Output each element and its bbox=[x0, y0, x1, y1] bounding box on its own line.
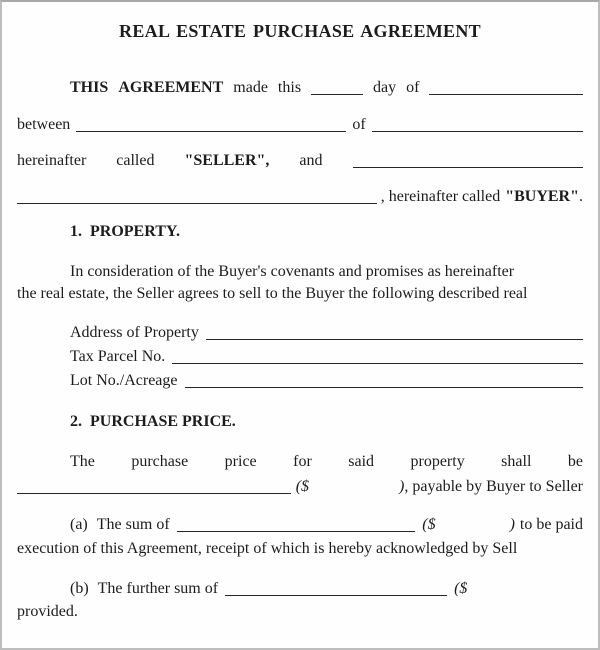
price-sentence-line bbox=[70, 452, 583, 471]
item-a-tail: to be paid bbox=[519, 516, 583, 533]
word: said bbox=[348, 453, 375, 470]
item-b-line bbox=[17, 579, 583, 598]
word-of: of bbox=[352, 116, 366, 133]
section-1-number: 1. bbox=[70, 223, 82, 240]
paren-close: ) bbox=[399, 478, 405, 495]
word: The bbox=[70, 453, 95, 470]
blank-sum-b-words bbox=[225, 595, 447, 596]
item-a-label: (a) bbox=[70, 516, 88, 533]
word-made: made bbox=[233, 79, 268, 96]
blank-address-of-property bbox=[206, 339, 583, 340]
word: purchase bbox=[131, 453, 189, 470]
word-called: called bbox=[116, 152, 155, 169]
paren-open-dollar: ($ bbox=[422, 516, 436, 533]
word: for bbox=[293, 453, 312, 470]
this-agreement-label: THIS AGREEMENT bbox=[70, 79, 224, 96]
item-b-label: (b) bbox=[70, 580, 89, 597]
document-title: REAL ESTATE PURCHASE AGREEMENT bbox=[119, 21, 481, 41]
section-2-heading bbox=[70, 412, 583, 431]
buyer-clause-line bbox=[17, 187, 583, 206]
blank-seller-address bbox=[372, 131, 583, 132]
payable-text: , payable by Buyer to Seller bbox=[404, 478, 583, 495]
field-tax-parcel-no bbox=[70, 347, 583, 366]
section-2-title: PURCHASE PRICE. bbox=[90, 413, 236, 430]
blank-seller-name bbox=[76, 131, 346, 132]
word: property bbox=[410, 453, 465, 470]
word: price bbox=[224, 453, 257, 470]
section-1-heading bbox=[70, 222, 583, 241]
blank-buyer-name bbox=[353, 167, 584, 168]
paren-open-dollar: ($ bbox=[295, 478, 310, 495]
word-between: between bbox=[17, 116, 71, 133]
blank-tax-parcel-no bbox=[172, 363, 583, 364]
word: shall bbox=[501, 453, 532, 470]
field-address-of-property bbox=[70, 323, 583, 342]
section-2-number: 2. bbox=[70, 413, 82, 430]
buyer-period: . bbox=[579, 188, 583, 205]
word-of: of bbox=[406, 79, 420, 96]
seller-clause-line bbox=[17, 151, 583, 170]
item-b-lead: The further sum of bbox=[97, 580, 219, 597]
blank-buyer-address bbox=[17, 203, 377, 204]
word-day: day bbox=[373, 79, 397, 96]
word-hereinafter: hereinafter bbox=[17, 152, 87, 169]
word-and: and bbox=[299, 152, 323, 169]
property-paragraph-line-1: In consideration of the Buyer's covenants and promises as hereinafter bbox=[70, 263, 515, 280]
field-lot-no-acreage bbox=[70, 371, 583, 390]
field-label: Lot No./Acreage bbox=[70, 372, 178, 389]
buyer-clause-text: , hereinafter called bbox=[380, 188, 501, 205]
paren-close: ) bbox=[509, 516, 515, 533]
blank-month-year bbox=[429, 94, 583, 95]
word-this: this bbox=[277, 79, 302, 96]
field-label: Address of Property bbox=[70, 324, 199, 341]
opening-parties-line bbox=[17, 115, 583, 134]
blank-day-number bbox=[311, 94, 363, 95]
word: be bbox=[567, 453, 583, 470]
paren-open-dollar: ($ bbox=[454, 580, 468, 597]
seller-term: "SELLER", bbox=[184, 152, 270, 169]
item-b-continuation: provided. bbox=[17, 603, 78, 620]
property-paragraph-line-2: the real estate, the Seller agrees to sell to the Buyer the following described real bbox=[17, 285, 528, 302]
buyer-term: "BUYER" bbox=[505, 188, 579, 205]
blank-sum-a-words bbox=[177, 531, 416, 532]
item-a-lead: The sum of bbox=[96, 516, 170, 533]
blank-price-words bbox=[17, 493, 291, 494]
price-amount-line bbox=[17, 477, 583, 496]
field-label: Tax Parcel No. bbox=[70, 348, 166, 365]
opening-date-line bbox=[17, 78, 583, 97]
blank-lot-no-acreage bbox=[185, 387, 583, 388]
item-a-line bbox=[17, 515, 583, 534]
section-1-title: PROPERTY. bbox=[90, 223, 180, 240]
item-a-continuation: execution of this Agreement, receipt of which is hereby acknowledged by Sell bbox=[17, 540, 518, 557]
